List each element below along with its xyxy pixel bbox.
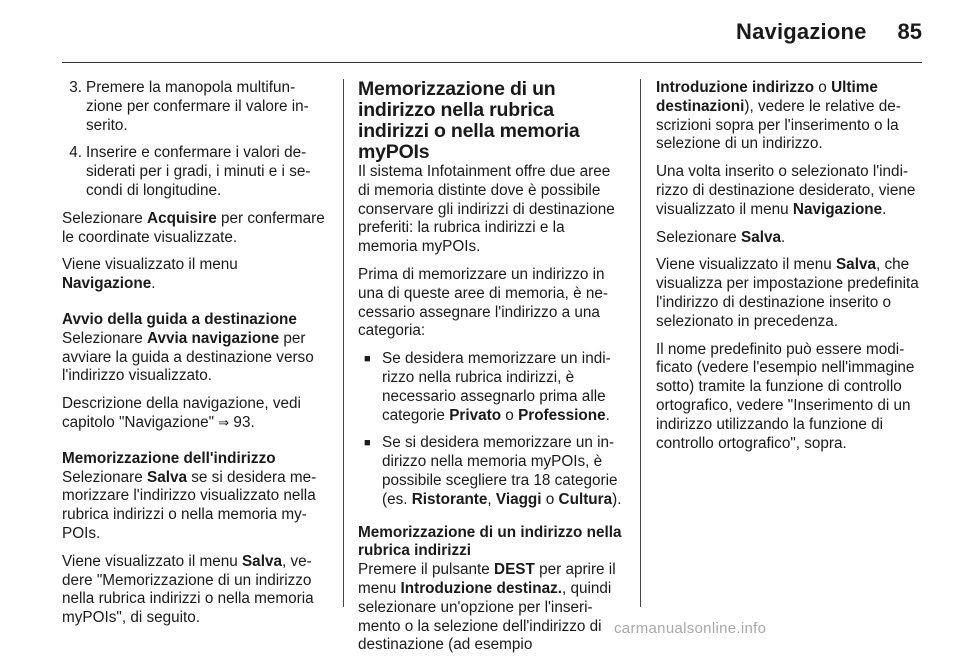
column-1 (62, 79, 326, 637)
menu-term: Salva (241, 552, 282, 570)
numbered-steps (62, 79, 326, 201)
bullet-icon: ■ (364, 353, 371, 366)
page-title: Navigazione (736, 19, 867, 44)
menu-term: Introduzione indirizzo (656, 79, 815, 96)
list-item (62, 144, 326, 200)
page-reference-icon: ⇒ (218, 414, 230, 430)
column-3 (656, 79, 922, 462)
section-heading: Memorizzazione dell'indirizzo (62, 449, 276, 467)
menu-term: Professione (518, 406, 606, 424)
paragraph: Prima di memorizzare un indirizzo in una di queste aree di memoria, è necessario assegnare l'indirizzo a una categoria: (358, 265, 609, 340)
list-item: ■ Se si desidera memorizzare un indirizzo nella memoria myPOIs, è possibile scegliere tra 18 categorie (es. Ristorante, Viaggi o Cultura). (358, 434, 624, 509)
paragraph: Viene visualizzato il menu Navigazione. (62, 256, 238, 293)
paragraph: Viene visualizzato il menu Salva, vedere "Memorizzazione di un indirizzo nella rubrica indirizzi o nella memoria myPOIs", di seguito. (62, 552, 314, 627)
paragraph: Selezionare Salva. (656, 228, 786, 246)
paragraph: Una volta inserito o selezionato l'indirizzo di destinazione desiderato, viene visualizzato il menu Navigazione. (656, 163, 916, 218)
page-header (62, 0, 922, 63)
watermark: carmanualsonline.info (614, 620, 767, 637)
menu-term: Salva (835, 256, 876, 274)
menu-term: Privato (449, 406, 502, 424)
button-term: DEST (494, 561, 535, 579)
menu-term: Cultura (558, 490, 613, 508)
section-heading: Avvio della guida a destinazione (62, 310, 297, 328)
page-number: 85 (897, 19, 922, 44)
list-item (62, 79, 326, 135)
menu-term: Introduzione destinaz. (400, 579, 562, 597)
menu-term: Ristorante (411, 490, 488, 508)
step-number: 3. (69, 79, 82, 96)
paragraph: Selezionare Acquisire per confermare le coordinate visualizzate. (62, 209, 325, 246)
column-2 (358, 79, 624, 664)
step-text: Premere la manopola multifunzione per confermare il valore inserito. (86, 79, 309, 134)
step-number: 4. (69, 144, 82, 162)
bullet-icon: ■ (364, 437, 371, 450)
section-heading: Memorizzazione di un indirizzo nella rubrica indirizzi (358, 523, 622, 560)
menu-term: Navigazione (62, 275, 152, 293)
paragraph: Selezionare Salva se si desidera memorizzare l'indirizzo visualizzato nella rubrica indirizzi o nella memoria myPOIs. (62, 468, 317, 542)
column-divider-2 (640, 79, 641, 607)
paragraph: Il sistema Infotainment offre due aree di memoria distinte dove è possibile conservare gli indirizzi di destinazione preferiti: la rubrica indirizzi e la memoria myPOIs. (358, 163, 615, 256)
menu-term: Viaggi (495, 490, 542, 508)
chapter-heading: Memorizzazione di un indirizzo nella rubrica indirizzi o nella memoria myPOIs (358, 78, 580, 163)
step-text: Inserire e confermare i valori desiderati per i gradi, i minuti e i secondi di longitudine. (86, 144, 311, 199)
menu-term: Salva (741, 228, 782, 246)
column-divider-1 (343, 79, 344, 607)
menu-term: Avvia navigazione (147, 329, 280, 347)
paragraph: Introduzione indirizzo o Ultime destinazioni), vedere le relative descrizioni sopra per l'inserimento o la selezione di un indirizzo. (656, 79, 901, 153)
paragraph: Selezionare Avvia navigazione per avviare la guida a destinazione verso l'indirizzo visualizzato. (62, 329, 314, 385)
paragraph: Descrizione della navigazione, vedi capitolo "Navigazione" ⇒ 93. (62, 395, 301, 431)
paragraph: Viene visualizzato il menu Salva, che visualizza per impostazione predefinita l'indirizzo di destinazione inserito o selezionato in precedenza. (656, 256, 919, 330)
menu-term: Navigazione (792, 200, 883, 218)
menu-term: Ultime destinazioni (656, 79, 878, 115)
paragraph: Il nome predefinito può essere modificato (vedere l'esempio nell'immagine sotto) tramite la funzione di controllo ortografico, vedere "Inserimento di un indirizzo utilizzando la funzione di controllo ortografico", sopra. (656, 340, 915, 452)
menu-term: Acquisire (147, 209, 217, 227)
paragraph: Premere il pulsante DEST per aprire il menu Introduzione destinaz., quindi selezionare un'opzione per l'inserimento o la selezione dell'indirizzo di destinazione (ad esempio (358, 561, 616, 654)
menu-term: Salva (147, 468, 188, 486)
list-item: ■ Se desidera memorizzare un indirizzo nella rubrica indirizzi, è necessario assegnarlo prima alle categorie Privato o Professione. (358, 350, 624, 425)
